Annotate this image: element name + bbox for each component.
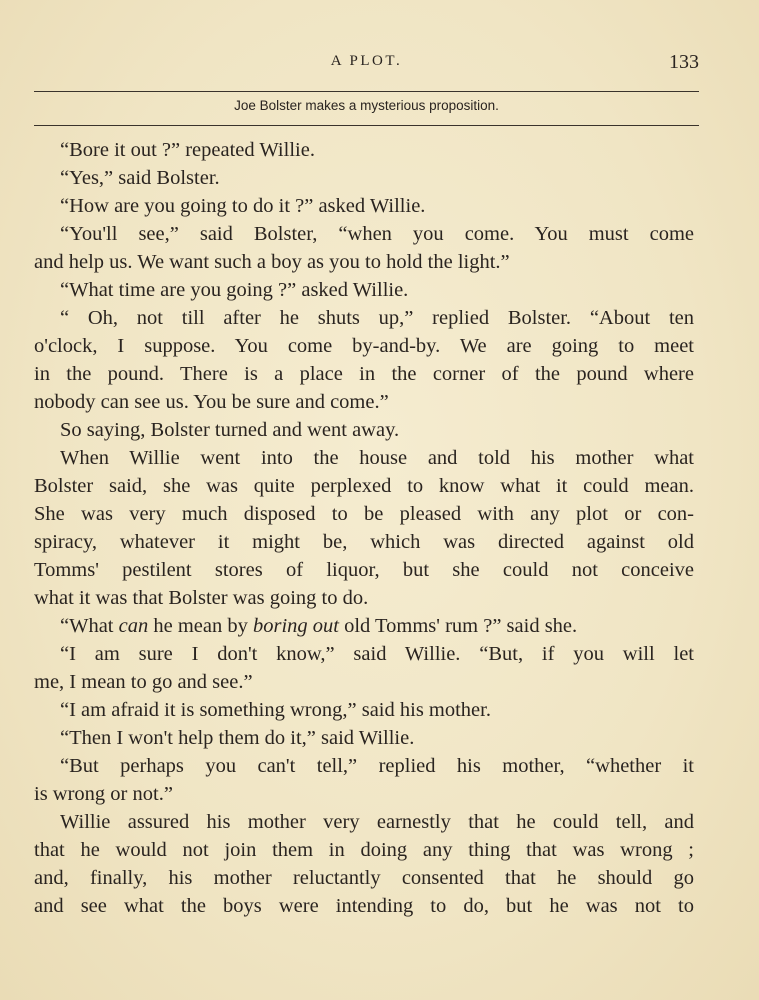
text-line: in the pound. There is a place in the corner of the pound where: [34, 363, 694, 385]
body-text: [34, 136, 694, 920]
page-header: [34, 53, 699, 81]
text-line: “How are you going to do it ?” asked Willie.: [60, 195, 426, 217]
text-line: “But perhaps you can't tell,” replied his mother, “whether it: [60, 755, 694, 777]
text-line: Bolster said, she was quite perplexed to know what it could mean.: [34, 475, 694, 497]
text-line: spiracy, whatever it might be, which was directed against old: [34, 531, 694, 553]
text-line: is wrong or not.”: [34, 783, 173, 805]
text-line: Tomms' pestilent stores of liquor, but she could not conceive: [34, 559, 694, 581]
text-span: “What: [60, 615, 119, 637]
text-line: o'clock, I suppose. You come by-and-by. We are going to meet: [34, 335, 694, 357]
text-line: “Bore it out ?” repeated Willie.: [60, 139, 315, 161]
header-rule-bottom: [34, 125, 699, 126]
text-line: what it was that Bolster was going to do.: [34, 587, 369, 609]
italic-word: can: [118, 615, 149, 637]
text-line: [34, 612, 694, 640]
text-line: “I am sure I don't know,” said Willie. “But, if you will let: [60, 643, 694, 665]
italic-phrase: boring out: [252, 615, 339, 637]
text-line: “I am afraid it is something wrong,” said his mother.: [60, 699, 491, 721]
text-line: “Then I won't help them do it,” said Willie.: [60, 727, 415, 749]
text-line: “ Oh, not till after he shuts up,” replied Bolster. “About ten: [60, 307, 694, 329]
text-span: he mean by: [148, 615, 253, 637]
text-line: that he would not join them in doing any thing that was wrong ;: [34, 839, 694, 861]
text-line: and, finally, his mother reluctantly consented that he should go: [34, 867, 694, 889]
running-title: A PLOT.: [330, 53, 403, 69]
text-line: and see what the boys were intending to do, but he was not to: [34, 895, 694, 917]
text-line: me, I mean to go and see.”: [34, 671, 253, 693]
chapter-subtitle: Joe Bolster makes a mysterious proposition.: [234, 98, 499, 113]
text-line: So saying, Bolster turned and went away.: [60, 419, 400, 441]
text-line: She was very much disposed to be pleased with any plot or con-: [34, 503, 694, 525]
text-line: nobody can see us. You be sure and come.”: [34, 391, 389, 413]
header-rule-top: [34, 91, 699, 92]
text-line: “Yes,” said Bolster.: [60, 167, 220, 189]
text-line: “What time are you going ?” asked Willie.: [60, 279, 409, 301]
text-span: old Tomms' rum ?” said she.: [338, 615, 578, 637]
text-line: “You'll see,” said Bolster, “when you come. You must come: [60, 223, 694, 245]
text-line: When Willie went into the house and told his mother what: [60, 447, 694, 469]
page-number: 133: [669, 51, 699, 73]
text-line: and help us. We want such a boy as you to hold the light.”: [34, 251, 510, 273]
text-line: Willie assured his mother very earnestly that he could tell, and: [60, 811, 694, 833]
